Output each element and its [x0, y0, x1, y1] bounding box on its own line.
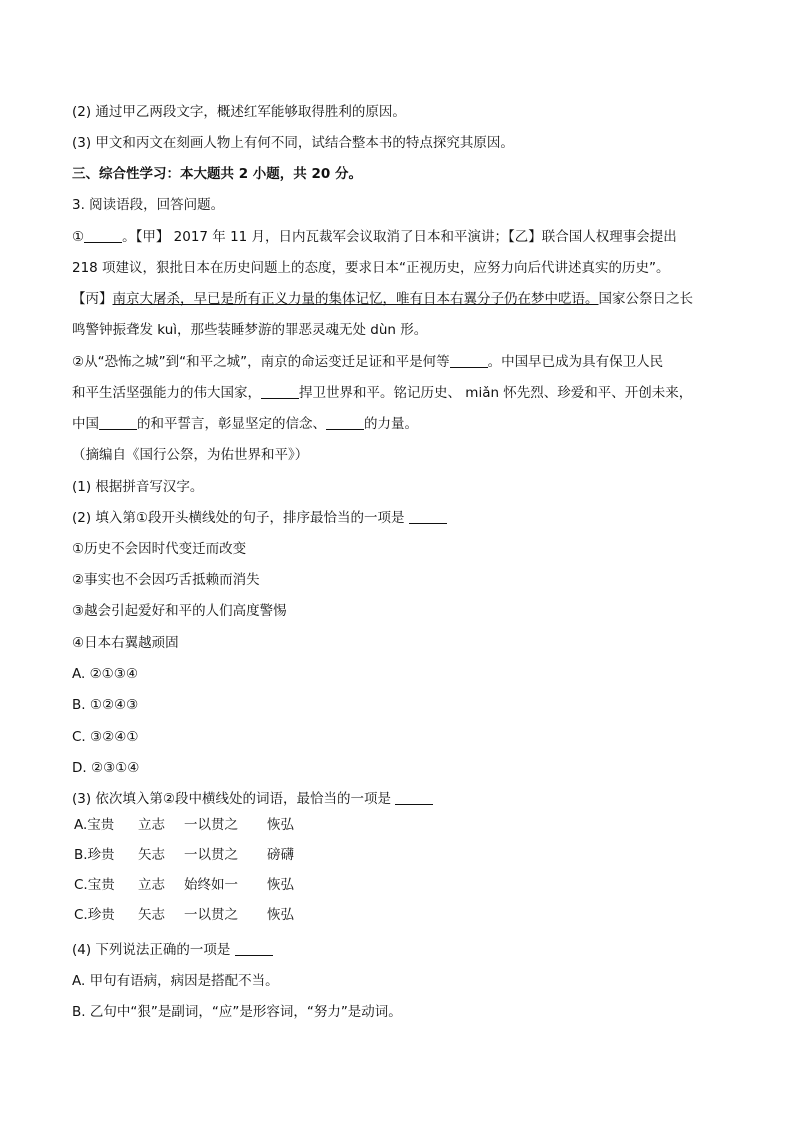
question-3-intro: 3. 阅读语段，回答问题。	[72, 197, 225, 213]
blank-1[interactable]	[84, 228, 122, 243]
passage-2-line-2	[72, 383, 692, 403]
option-b: B. ①②④③	[72, 697, 139, 713]
word-option-cell: 矢志	[138, 847, 165, 863]
word-option-cell: 磅礴	[267, 847, 294, 863]
answer-blank-4[interactable]	[235, 941, 273, 956]
sub-question-4	[72, 940, 273, 960]
word-option-cell: A.宝贵	[74, 817, 115, 833]
word-option-cell: 恢弘	[267, 877, 294, 893]
sub-question-2-text: (2) 填入第①段开头横线处的句子，排序最恰当的一项是	[72, 510, 405, 526]
passage-1-line-3	[72, 289, 693, 309]
option-d: D. ②③①④	[72, 760, 140, 776]
word-option-cell: C.宝贵	[74, 877, 115, 893]
blank-3[interactable]	[261, 384, 299, 399]
sub-question-4-option-b: B. 乙句中“狠”是副词，“应”是形容词，“努力”是动词。	[72, 1004, 402, 1020]
word-option-cell: 立志	[138, 817, 165, 833]
passage-2-line-1	[72, 352, 663, 372]
passage-2-text-a2: 。中国早已成为具有保卫人民	[487, 354, 664, 370]
blank-4[interactable]	[99, 415, 137, 430]
word-option-cell: 恢弘	[267, 817, 294, 833]
option-a: A. ②①③④	[72, 666, 138, 682]
option-c: C. ③②④①	[72, 729, 139, 745]
answer-blank-3[interactable]	[395, 790, 433, 805]
sub-question-2	[72, 508, 447, 528]
word-option-cell: 立志	[138, 877, 165, 893]
passage-1-line-2: 218 项建议，狠批日本在历史问题上的态度，要求日本“正视历史，应努力向后代讲述真实的历史”。	[72, 260, 670, 276]
passage-1-text-c-tail: 国家公祭日之长	[598, 291, 693, 307]
sentence-3: ③越会引起爱好和平的人们高度警惕	[72, 603, 287, 619]
passage-2-text-b2: 捍卫世界和平。铭记历史、 miǎn 怀先烈、珍爱和平、开创未来，	[299, 385, 693, 401]
word-option-cell: 一以贯之	[184, 907, 238, 923]
passage-2-text-a1: ②从“恐怖之城”到“和平之城”，南京的命运变迁足证和平是何等	[72, 354, 450, 370]
passage-1-line-4: 鸣警钟振聋发 kuì，那些装睡梦游的罪恶灵魂无处 dùn 形。	[72, 322, 428, 338]
sub-question-1: (1) 根据拼音写汉字。	[72, 479, 204, 495]
word-option-cell: 一以贯之	[184, 847, 238, 863]
question-2-2: (2) 通过甲乙两段文字，概述红军能够取得胜利的原因。	[72, 104, 406, 120]
sentence-4: ④日本右翼越顽固	[72, 635, 179, 651]
sentence-2: ②事实也不会因巧舌抵赖而消失	[72, 572, 260, 588]
blank-5[interactable]	[326, 415, 364, 430]
word-option-cell: 始终如一	[184, 877, 238, 893]
question-2-3: (3) 甲文和丙文在刻画人物上有何不同，试结合整本书的特点探究其原因。	[72, 135, 514, 151]
word-option-cell: B.珍贵	[74, 847, 115, 863]
passage-1-line-1	[72, 227, 677, 247]
word-option-cell: 一以贯之	[184, 817, 238, 833]
sentence-1: ①历史不会因时代变迁而改变	[72, 541, 247, 557]
source-note: （摘编自《国行公祭，为佑世界和平》）	[72, 447, 309, 463]
word-option-cell: 矢志	[138, 907, 165, 923]
bing-underlined-sentence: 南京大屠杀，早已是所有正义力量的集体记忆，唯有日本右翼分子仍在梦中呓语。	[112, 291, 599, 307]
circled-one: ①	[72, 229, 85, 245]
sub-question-3-text: (3) 依次填入第②段中横线处的词语，最恰当的一项是	[72, 791, 392, 807]
word-option-cell: 恢弘	[267, 907, 294, 923]
passage-1-text-a: 。【甲】 2017 年 11 月，日内瓦裁军会议取消了日本和平演讲；【乙】联合国人权理事会提出	[122, 229, 677, 245]
word-option-cell: C.珍贵	[74, 907, 115, 923]
blank-2[interactable]	[450, 353, 488, 368]
passage-2-text-c1: 中国	[72, 416, 99, 432]
passage-2-line-3	[72, 414, 418, 434]
answer-blank-2[interactable]	[409, 509, 447, 524]
section-3-heading: 三、综合性学习：本大题共 2 小题，共 20 分。	[72, 166, 362, 182]
sub-question-4-text: (4) 下列说法正确的一项是	[72, 942, 231, 958]
sub-question-4-option-a: A. 甲句有语病，病因是搭配不当。	[72, 973, 279, 989]
bing-label: 【丙】	[72, 291, 113, 307]
sub-question-3	[72, 789, 433, 809]
passage-2-text-c2: 的和平誓言，彰显坚定的信念、	[137, 416, 326, 432]
passage-2-text-c3: 的力量。	[364, 416, 418, 432]
passage-2-text-b1: 和平生活坚强能力的伟大国家，	[72, 385, 261, 401]
